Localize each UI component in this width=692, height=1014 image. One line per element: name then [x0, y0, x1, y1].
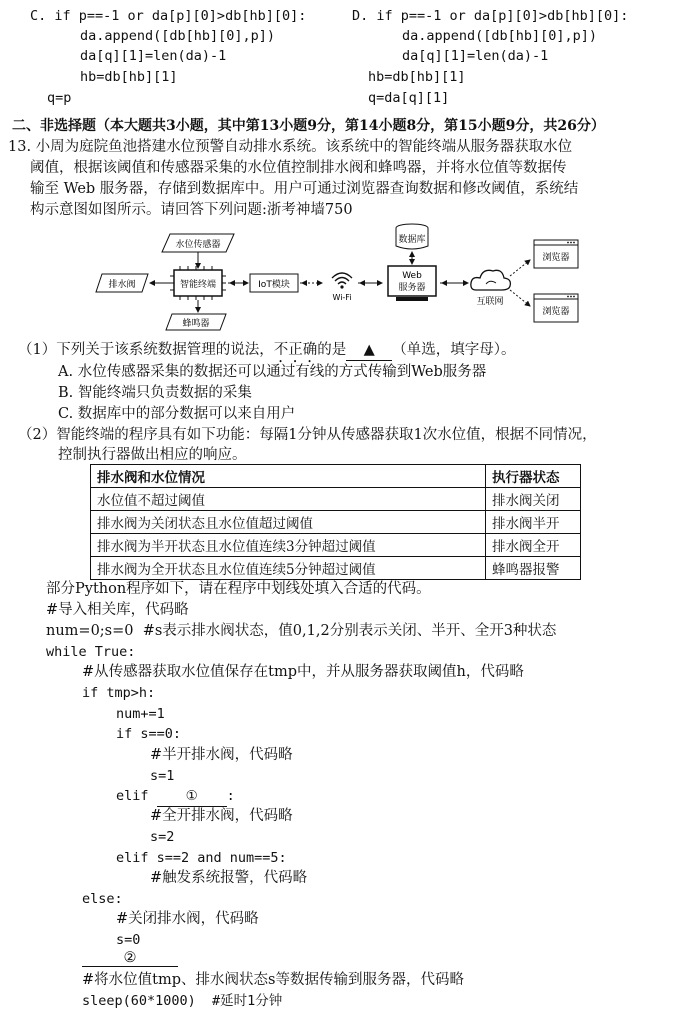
p1-emphasis: 不正确: [273, 342, 318, 358]
code-line: #半开排水阀，代码略: [150, 747, 293, 763]
p2-line1: （2）智能终端的程序具有如下功能：每隔1分钟从传感器获取1次水位值，根据不同情况，: [18, 427, 597, 443]
database-label: 数据库: [398, 235, 426, 245]
table-row: [91, 511, 581, 534]
cloud-icon: [471, 270, 511, 290]
code-line: elif s==2 and num==5:: [116, 850, 287, 866]
table-header-row: [91, 465, 581, 488]
browser-label-2: 浏览器: [542, 307, 570, 317]
table-cell: 排水阀关闭: [486, 488, 581, 511]
prog-intro: 部分Python程序如下，请在程序中划线处填入合适的代码。: [46, 581, 431, 597]
server-label: 服务器: [398, 283, 426, 293]
table-cell: 排水阀为关闭状态且水位值超过阈值: [91, 511, 486, 534]
p1-stem: （1）下列关于该系统数据管理的说法，不正确的是 ▲ （单选，填字母）。: [18, 340, 515, 366]
table-header-cell: 排水阀和水位情况: [91, 465, 486, 488]
sensor-label: 水位传感器: [175, 240, 221, 250]
code-line: #导入相关库，代码略: [46, 602, 189, 618]
option-d-line1: D. if p==-1 or da[p][0]>db[hb][0]:: [352, 8, 629, 24]
p2-line2: 控制执行器做出相应的响应。: [58, 447, 247, 463]
option-c-line2: da.append([db[hb][0],p]): [80, 28, 276, 44]
table-cell: 蜂鸣器报警: [486, 557, 581, 580]
internet-label: 互联网: [476, 297, 504, 307]
table-cell: 排水阀为半开状态且水位值连续3分钟超过阈值: [91, 534, 486, 557]
code-line: num+=1: [116, 706, 165, 722]
code-line: num=0;s=0 #s表示排水阀状态，值0,1,2分别表示关闭、半开、全开3种状态: [46, 623, 557, 639]
option-d-line5: q=da[q][1]: [368, 90, 450, 106]
table-cell: 水位值不超过阈值: [91, 488, 486, 511]
code-line: #关闭排水阀，代码略: [116, 911, 259, 927]
table-row: [91, 534, 581, 557]
option-c-line3: da[q][1]=len(da)-1: [80, 48, 227, 64]
code-line: if s==0:: [116, 726, 182, 742]
table-row: [91, 557, 581, 580]
option-d-line4: hb=db[hb][1]: [368, 69, 466, 85]
code-line: s=2: [150, 829, 175, 845]
answer-blank-2: ②: [82, 950, 178, 967]
browser-label-1: 浏览器: [542, 253, 570, 263]
p1-option-a: A. 水位传感器采集的数据还可以通过有线的方式传输到Web服务器: [58, 364, 487, 380]
table-cell: 排水阀全开: [486, 534, 581, 557]
p1-answer-blank: ▲: [346, 340, 392, 361]
table-header-cell: 执行器状态: [486, 465, 581, 488]
code-line: #从传感器获取水位值保存在tmp中，并从服务器获取阈值h，代码略: [82, 664, 524, 680]
code-line: #全开排水阀，代码略: [150, 808, 293, 824]
option-c-line4: hb=db[hb][1]: [80, 69, 178, 85]
q13-line2: 阈值，根据该阈值和传感器采集的水位值控制排水阀和蜂鸣器，并将水位值等数据传: [30, 160, 567, 176]
option-d-line3: da[q][1]=len(da)-1: [402, 48, 549, 64]
iot-label: IoT模块: [258, 280, 290, 290]
code-line: else:: [82, 891, 123, 907]
code-line: if tmp>h:: [82, 685, 156, 701]
valve-label: 排水阀: [108, 280, 136, 290]
terminal-label: 智能终端: [179, 280, 217, 290]
code-line: #将水位值tmp、排水阀状态s等数据传输到服务器，代码略: [82, 972, 464, 988]
table-cell: 排水阀半开: [486, 511, 581, 534]
option-c-line5: q=p: [47, 90, 72, 106]
table-row: [91, 488, 581, 511]
q13-line1: 13. 小周为庭院鱼池搭建水位预警自动排水系统。该系统中的智能终端从服务器获取水位: [8, 139, 573, 155]
code-line: #触发系统报警，代码略: [150, 870, 308, 886]
answer-blank-1: ①: [157, 786, 227, 807]
table-cell: 排水阀为全开状态且水位值连续5分钟超过阈值: [91, 557, 486, 580]
option-c-line1: C. if p==-1 or da[p][0]>db[hb][0]:: [30, 8, 307, 24]
code-line: s=0: [116, 932, 141, 948]
p1-option-b: B. 智能终端只负责数据的采集: [58, 385, 252, 401]
q13-line3: 输至 Web 服务器，存储到数据库中。用户可通过浏览器查询数据和修改阈值，系统结: [30, 181, 579, 197]
web-label: Web: [402, 271, 422, 281]
section-title: 二、非选择题（本大题共3小题，其中第13小题9分，第14小题8分，第15小题9分，共26分）: [12, 118, 605, 134]
code-line: sleep(60*1000) #延时1分钟: [82, 993, 283, 1009]
p1-option-c: C. 数据库中的部分数据可以来自用户: [58, 406, 296, 422]
wifi-label: Wi-Fi: [332, 293, 352, 302]
code-line: while True:: [46, 644, 136, 660]
system-diagram: [90, 222, 590, 334]
wifi-icon: [332, 273, 352, 284]
code-line-blank1: elif ① :: [116, 786, 235, 807]
buzzer-label: 蜂鸣器: [182, 319, 210, 329]
q13-line4: 构示意图如图所示。请回答下列问题:浙考神墙750: [30, 202, 353, 218]
code-line: s=1: [150, 768, 175, 784]
valve-state-table: [90, 464, 581, 580]
option-d-line2: da.append([db[hb][0],p]): [402, 28, 598, 44]
